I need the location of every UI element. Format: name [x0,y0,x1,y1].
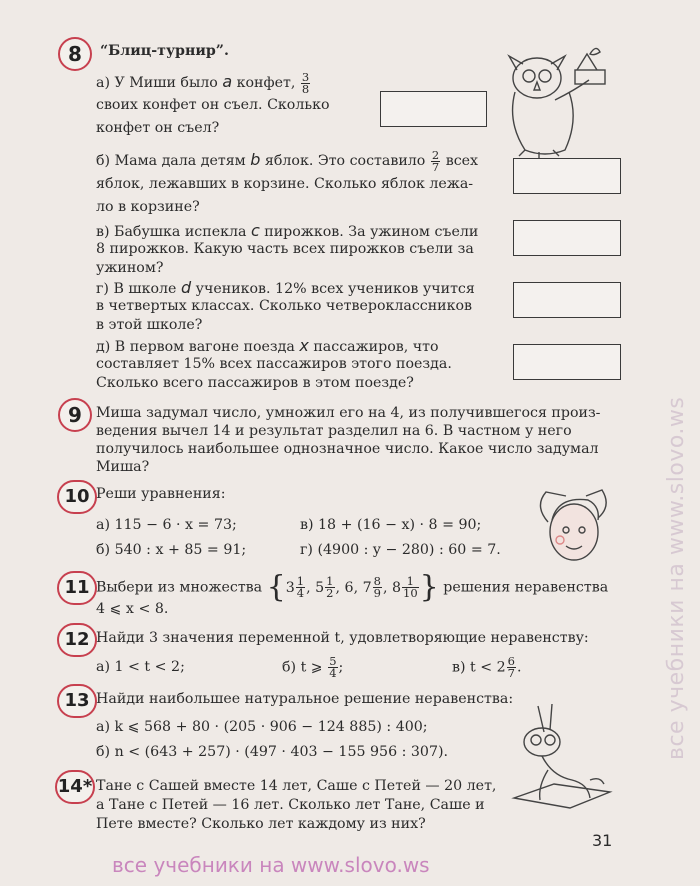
task-10c: в) 18 + (16 − x) · 8 = 90; [300,517,482,533]
task-13b: б) n < (643 + 257) · (497 · 403 − 155 956 : 307). [96,744,449,760]
boy-illustration [532,482,612,574]
page-number: 31 [592,831,613,850]
task-14-line1: Тане с Сашей вместе 14 лет, Саше с Петей — 20 лет, [96,778,497,794]
task-8d-line1: г) В школе d учеников. 12% всех учеников учится [96,278,475,297]
task-8a-line2: своих конфет он съел. Сколько [96,97,330,113]
task-8e-line2: составляет 15% всех пассажиров этого поезда. [96,356,452,372]
bottom-watermark: все учебники на www.slovo.ws [112,853,430,877]
task-9-line2: ведения вычел 14 и результат разделил на 6. В частном у него [96,423,572,439]
task-8a-line3: конфет он съел? [96,120,220,136]
answer-box-8b[interactable] [513,158,621,194]
task-13a: а) k ⩽ 568 + 80 · (205 · 906 − 124 885) : 400; [96,719,428,735]
task-8b-line1: б) Мама дала детям b яблок. Это составило $\frac{2}{7}$ всех [96,147,479,174]
side-watermark: все учебники на www.slovo.ws [664,396,689,760]
task-9-line1: Миша задумал число, умножил его на 4, из получившегося произ- [96,405,601,421]
task-number-11: 11 [57,571,97,605]
task-11-line2: 4 ⩽ x < 8. [96,601,169,617]
task-9-line3: получилось наибольшее однозначное число. Какое число задумал [96,441,599,457]
task-8c-line3: ужином? [96,260,164,276]
answer-box-8a[interactable] [380,91,487,127]
task-10b: б) 540 : x + 85 = 91; [96,542,247,558]
task-11-line1: Выбери из множества {3 $\frac{1}{4}$ , 5 $\frac{1}{2}$ , 6, 7 $\frac{8}{9}$ , 8 $\frac{1}{10}$ } решения неравенства [96,569,609,605]
task-9-line4: Миша? [96,459,150,475]
task-8e-line1: д) В первом вагоне поезда x пассажиров, что [96,336,439,355]
task-8d-line2: в четвертых классах. Сколько четвероклассников [96,298,473,314]
donkey-illustration [508,700,618,810]
task-14-line3: Пете вместе? Сколько лет каждому из них? [96,816,426,832]
task-number-12: 12 [57,623,97,657]
task-8b-line2: яблок, лежавших в корзине. Сколько яблок лежа- [96,176,474,192]
fraction-2-7: $\frac{2}{7}$ [431,147,440,174]
set-open-brace: { [266,569,286,605]
task-14-line2: а Тане с Петей — 16 лет. Сколько лет Тане, Саше и [96,797,485,813]
task-12b: б) t ⩾ $\frac{5}{4}$ ; [282,654,344,680]
task-10-title: Реши уравнения: [96,486,226,502]
task-12a: а) 1 < t < 2; [96,659,185,675]
task-8-title: “Блиц-турнир”. [100,43,229,59]
task-8e-line3: Сколько всего пассажиров в этом поезде? [96,375,414,391]
owl-illustration [495,30,615,160]
task-number-14: 14* [55,770,95,804]
number-set: 3 $\frac{1}{4}$ , 5 $\frac{1}{2}$ , 6, 7 $\frac{8}{9}$ , 8 $\frac{1}{10}$ [285,574,418,600]
task-10a: а) 115 − 6 · x = 73; [96,517,237,533]
answer-box-8e[interactable] [513,344,621,380]
task-number-9: 9 [58,398,92,432]
task-number-10: 10 [57,480,97,514]
task-12c: в) t < 2 $\frac{6}{7}$ . [452,654,522,680]
task-8c-line1: в) Бабушка испекла c пирожков. За ужином съели [96,221,479,240]
task-number-8: 8 [58,37,92,71]
task-10d: г) (4900 : y − 280) : 60 = 7. [300,542,501,558]
task-number-13: 13 [57,684,97,718]
task-8a-line1: а) У Миши было a конфет, $\frac{3}{8}$ [96,69,310,96]
task-8c-line2: 8 пирожков. Какую часть всех пирожков съели за [96,241,474,257]
answer-box-8d[interactable] [513,282,621,318]
task-13-title: Найди наибольшее натуральное решение неравенства: [96,691,514,707]
set-close-brace: } [419,569,439,605]
task-8b-line3: ло в корзине? [96,199,200,215]
task-8d-line3: в этой школе? [96,317,203,333]
answer-box-8c[interactable] [513,220,621,256]
task-12-title: Найди 3 значения переменной t, удовлетворяющие неравенству: [96,630,589,646]
fraction-3-8: $\frac{3}{8}$ [301,69,310,96]
